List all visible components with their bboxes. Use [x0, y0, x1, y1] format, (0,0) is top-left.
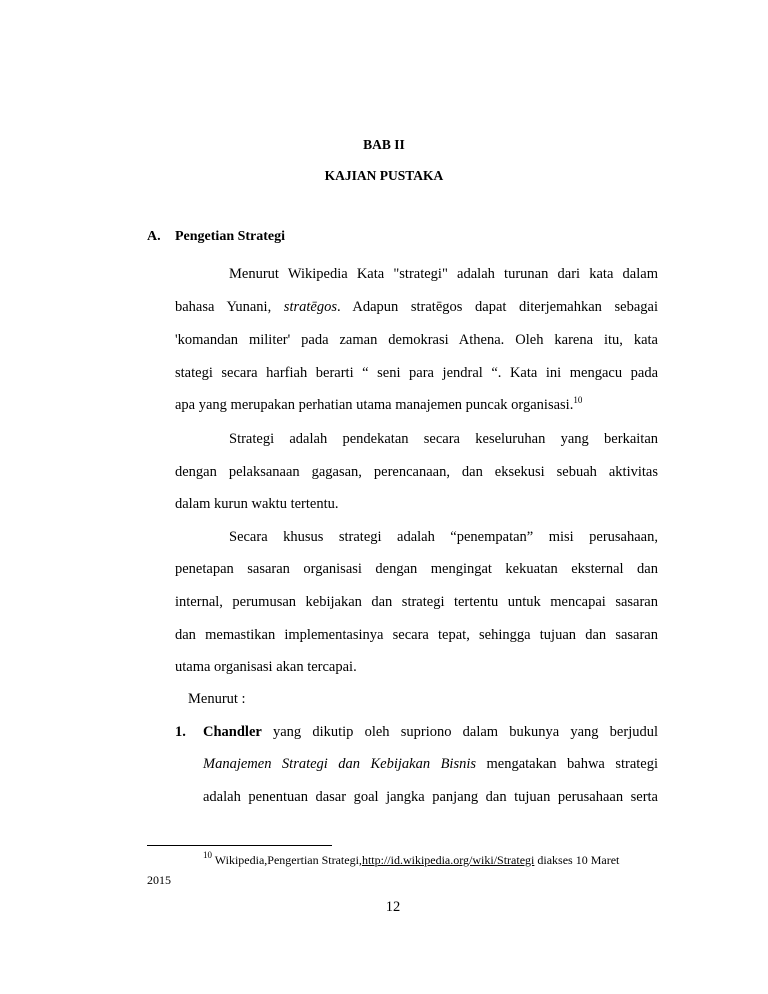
footnote [203, 852, 619, 868]
section-title: Pengetian Strategi [175, 229, 286, 244]
para1-line2-a: bahasa Yunani, [175, 299, 284, 315]
chapter-title: KAJIAN PUSTAKA [324, 168, 444, 183]
para2-line1: Strategi adalah pendekatan secara keseluruhan yang berkaitan [229, 431, 658, 447]
para1-line2-italic: stratēgos [283, 299, 337, 315]
item1-line1-rest: yang dikutip oleh supriono dalam bukunya yang berjudul [261, 724, 658, 740]
para1-line5-text: apa yang merupakan perhatian utama manajemen puncak organisasi. [175, 397, 574, 413]
footnote-continuation: 2015 [147, 873, 171, 887]
item1-line1 [203, 722, 658, 742]
para2-line2: dengan pelaksanaan gagasan, perencanaan, dan eksekusi sebuah aktivitas [175, 464, 658, 480]
para3-line1: Secara khusus strategi adalah “penempatan” misi perusahaan, [229, 529, 658, 545]
chapter-label: BAB II [363, 137, 405, 152]
page-number: 12 [385, 899, 401, 915]
para1-line2 [175, 297, 658, 317]
footnote-number: 10 [203, 850, 212, 860]
section-letter: A. [147, 229, 161, 244]
item1-line2 [203, 754, 658, 774]
para2-line3: dalam kurun waktu tertentu. [175, 496, 339, 512]
footnote-text-a: Wikipedia,Pengertian Strategi, [212, 853, 362, 867]
para1-line4: stategi secara harfiah berarti “ seni para jendral “. Kata ini mengacu pada [175, 365, 658, 381]
para1-line2-c: . Adapun stratēgos dapat diterjemahkan sebagai [336, 299, 658, 315]
para3-line4: dan memastikan implementasinya secara tepat, sehingga tujuan dan sasaran [175, 627, 658, 643]
footnote-text-b: diakses 10 Maret [534, 853, 620, 867]
para3-line3: internal, perumusan kebijakan dan strategi tertentu untuk mencapai sasaran [175, 594, 658, 610]
item1-line3: adalah penentuan dasar goal jangka panjang dan tujuan perusahaan serta [203, 789, 658, 805]
footnote-link[interactable]: http://id.wikipedia.org/wiki/Strategi [361, 853, 535, 867]
item1-line2-rest: mengatakan bahwa strategi [476, 756, 658, 772]
para1-line5 [175, 395, 658, 415]
footnote-rule [147, 845, 332, 846]
para1-line3: 'komandan militer' pada zaman demokrasi Athena. Oleh karena itu, kata [175, 332, 658, 348]
footnote-ref: 10 [573, 395, 583, 405]
item1-book-title: Manajemen Strategi dan Kebijakan Bisnis [203, 756, 477, 772]
item1-name: Chandler [203, 724, 262, 740]
para3-line5: utama organisasi akan tercapai. [175, 659, 357, 675]
item1-number: 1. [175, 724, 186, 740]
para3-line2: penetapan sasaran organisasi dengan mengingat kekuatan eksternal dan [175, 561, 658, 577]
section-heading [147, 229, 286, 245]
para1-line1: Menurut Wikipedia Kata "strategi" adalah turunan dari kata dalam [229, 266, 658, 282]
menurut-label: Menurut : [188, 691, 246, 707]
